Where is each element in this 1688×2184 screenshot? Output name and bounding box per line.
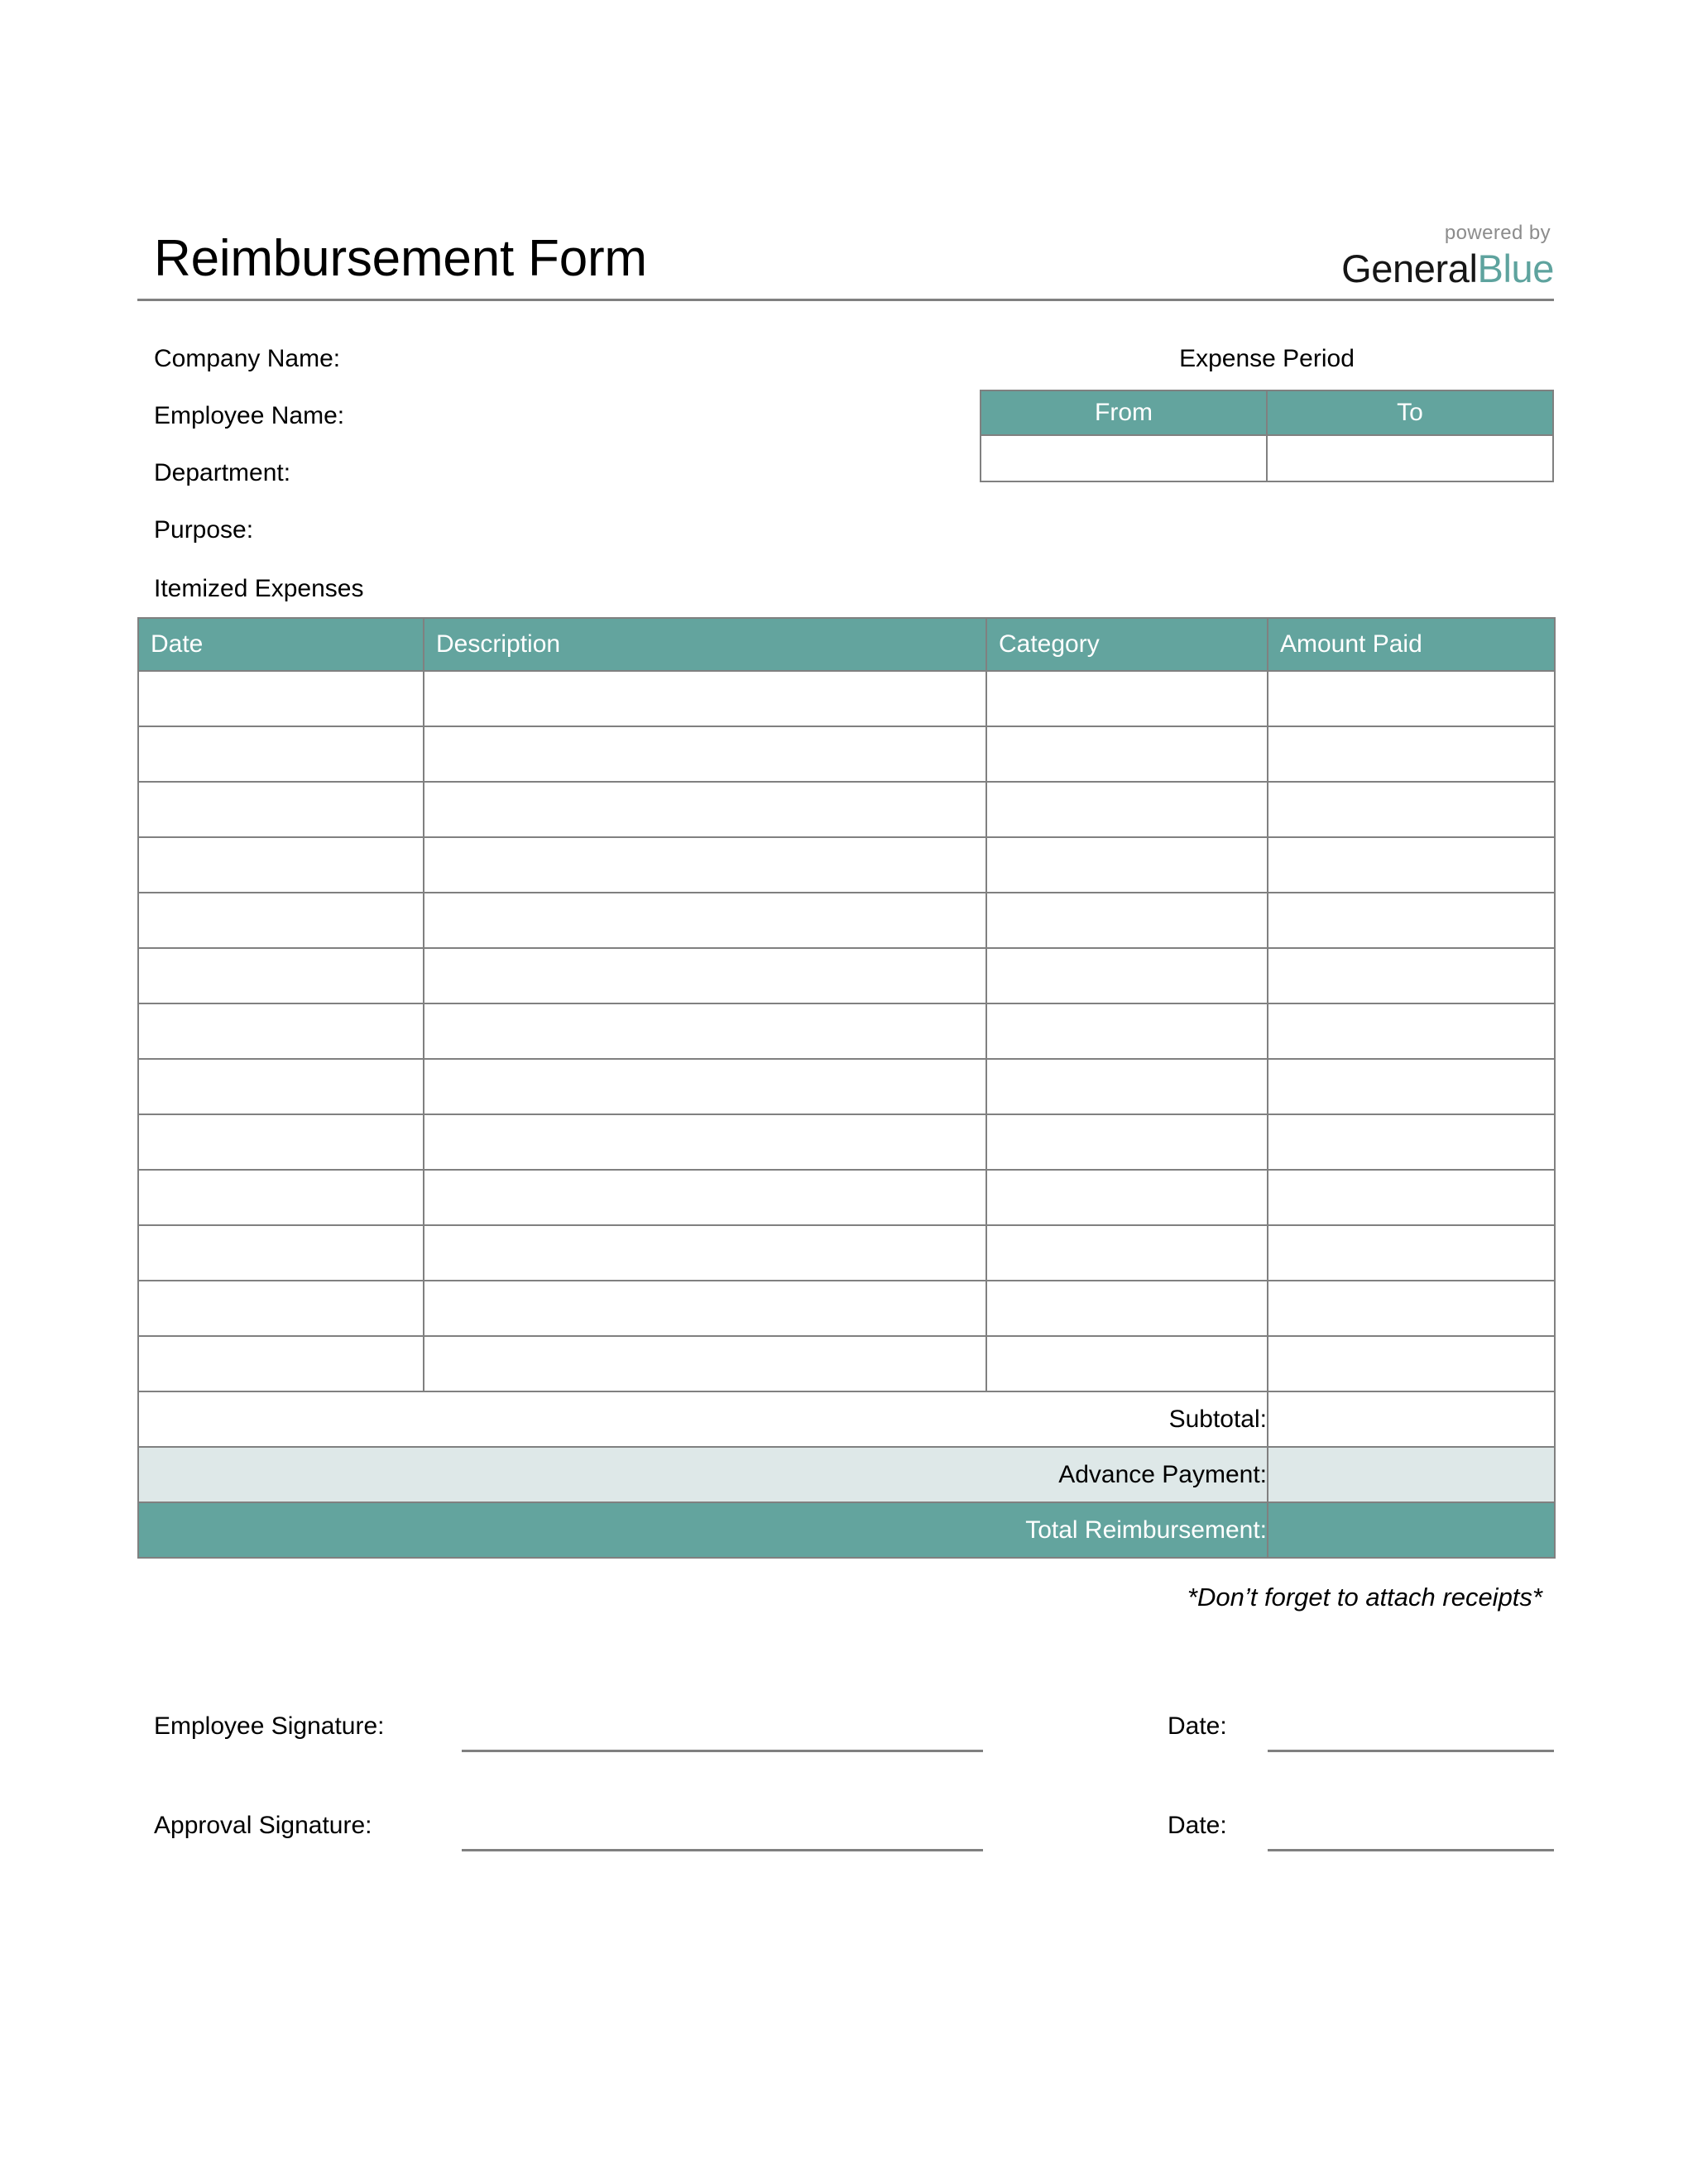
cell-amount-paid[interactable] bbox=[1268, 1225, 1555, 1281]
signature-section bbox=[137, 1714, 1554, 1913]
table-row bbox=[138, 726, 1555, 782]
table-row bbox=[138, 782, 1555, 837]
summary-row-advance-payment bbox=[138, 1447, 1555, 1502]
label-employee-date: Date: bbox=[1168, 1712, 1227, 1740]
table-row bbox=[138, 1225, 1555, 1281]
employee-date-line[interactable] bbox=[1268, 1750, 1554, 1752]
brand-logo bbox=[1341, 223, 1554, 288]
expense-period-header-row bbox=[981, 390, 1553, 435]
label-purpose: Purpose: bbox=[154, 516, 254, 544]
approval-date-line[interactable] bbox=[1268, 1849, 1554, 1851]
summary-label-total-reimbursement: Total Reimbursement: bbox=[138, 1502, 1268, 1558]
cell-category[interactable] bbox=[986, 1114, 1268, 1170]
cell-amount-paid[interactable] bbox=[1268, 1170, 1555, 1225]
expense-period-to-input[interactable] bbox=[1267, 435, 1553, 481]
summary-row-total-reimbursement bbox=[138, 1502, 1555, 1558]
summary-label-advance-payment: Advance Payment: bbox=[138, 1447, 1268, 1502]
info-label-list bbox=[154, 347, 344, 575]
itemized-expenses-caption: Itemized Expenses bbox=[154, 575, 364, 602]
cell-description[interactable] bbox=[424, 948, 986, 1003]
cell-description[interactable] bbox=[424, 1281, 986, 1336]
cell-description[interactable] bbox=[424, 1225, 986, 1281]
label-employee-signature: Employee Signature: bbox=[154, 1712, 385, 1740]
cell-amount-paid[interactable] bbox=[1268, 1003, 1555, 1059]
cell-amount-paid[interactable] bbox=[1268, 1281, 1555, 1336]
cell-category[interactable] bbox=[986, 782, 1268, 837]
cell-date[interactable] bbox=[138, 948, 424, 1003]
cell-date[interactable] bbox=[138, 1059, 424, 1114]
cell-category[interactable] bbox=[986, 671, 1268, 726]
cell-description[interactable] bbox=[424, 1336, 986, 1391]
cell-category[interactable] bbox=[986, 1170, 1268, 1225]
cell-description[interactable] bbox=[424, 1059, 986, 1114]
expense-period-title: Expense Period bbox=[1179, 345, 1355, 372]
brand-name-general: General bbox=[1341, 247, 1478, 290]
itemized-expenses-table bbox=[137, 617, 1556, 1559]
table-row bbox=[138, 1170, 1555, 1225]
cell-category[interactable] bbox=[986, 893, 1268, 948]
cell-date[interactable] bbox=[138, 671, 424, 726]
cell-date[interactable] bbox=[138, 893, 424, 948]
summary-row-subtotal bbox=[138, 1391, 1555, 1447]
cell-description[interactable] bbox=[424, 1003, 986, 1059]
powered-by-label: powered by bbox=[1444, 222, 1551, 244]
table-row bbox=[138, 893, 1555, 948]
brand-name-blue: Blue bbox=[1477, 247, 1554, 290]
cell-category[interactable] bbox=[986, 1225, 1268, 1281]
column-header-amount-paid: Amount Paid bbox=[1268, 618, 1555, 671]
cell-date[interactable] bbox=[138, 1003, 424, 1059]
expense-period-block bbox=[980, 347, 1554, 482]
table-row bbox=[138, 837, 1555, 893]
cell-category[interactable] bbox=[986, 1336, 1268, 1391]
cell-date[interactable] bbox=[138, 1114, 424, 1170]
cell-description[interactable] bbox=[424, 893, 986, 948]
cell-category[interactable] bbox=[986, 837, 1268, 893]
expense-period-col-from: From bbox=[981, 390, 1267, 435]
cell-amount-paid[interactable] bbox=[1268, 1114, 1555, 1170]
cell-amount-paid[interactable] bbox=[1268, 1059, 1555, 1114]
table-row bbox=[138, 1281, 1555, 1336]
signature-row-approval bbox=[137, 1813, 1554, 1913]
cell-date[interactable] bbox=[138, 1281, 424, 1336]
cell-date[interactable] bbox=[138, 1336, 424, 1391]
cell-date[interactable] bbox=[138, 1170, 424, 1225]
itemized-summary-body bbox=[138, 1391, 1555, 1558]
cell-category[interactable] bbox=[986, 1059, 1268, 1114]
cell-description[interactable] bbox=[424, 782, 986, 837]
column-header-description: Description bbox=[424, 618, 986, 671]
cell-description[interactable] bbox=[424, 837, 986, 893]
expense-period-col-to: To bbox=[1267, 390, 1553, 435]
label-company-name: Company Name: bbox=[154, 345, 341, 372]
label-approval-signature: Approval Signature: bbox=[154, 1812, 372, 1839]
form-header bbox=[137, 190, 1554, 290]
approval-signature-line[interactable] bbox=[462, 1849, 983, 1851]
table-row bbox=[138, 948, 1555, 1003]
cell-description[interactable] bbox=[424, 671, 986, 726]
employee-signature-line[interactable] bbox=[462, 1750, 983, 1752]
cell-date[interactable] bbox=[138, 1225, 424, 1281]
cell-amount-paid[interactable] bbox=[1268, 726, 1555, 782]
expense-period-value-row bbox=[981, 435, 1553, 481]
column-header-date: Date bbox=[138, 618, 424, 671]
table-row bbox=[138, 1059, 1555, 1114]
table-row bbox=[138, 671, 1555, 726]
label-employee-name: Employee Name: bbox=[154, 402, 345, 429]
expense-period-from-input[interactable] bbox=[981, 435, 1267, 481]
summary-value-total-reimbursement[interactable] bbox=[1268, 1502, 1555, 1558]
cell-category[interactable] bbox=[986, 1003, 1268, 1059]
receipts-reminder-note: *Don’t forget to attach receipts* bbox=[1187, 1583, 1542, 1612]
cell-amount-paid[interactable] bbox=[1268, 893, 1555, 948]
cell-category[interactable] bbox=[986, 948, 1268, 1003]
cell-description[interactable] bbox=[424, 1170, 986, 1225]
expense-period-table bbox=[980, 390, 1554, 482]
brand-name bbox=[1341, 247, 1554, 290]
header-divider bbox=[137, 299, 1554, 301]
summary-label-subtotal: Subtotal: bbox=[138, 1391, 1268, 1447]
cell-amount-paid[interactable] bbox=[1268, 782, 1555, 837]
itemized-rows-body bbox=[138, 671, 1555, 1391]
cell-date[interactable] bbox=[138, 726, 424, 782]
summary-value-advance-payment[interactable] bbox=[1268, 1447, 1555, 1502]
cell-amount-paid[interactable] bbox=[1268, 837, 1555, 893]
cell-description[interactable] bbox=[424, 1114, 986, 1170]
table-row bbox=[138, 1336, 1555, 1391]
cell-amount-paid[interactable] bbox=[1268, 948, 1555, 1003]
itemized-header-row bbox=[138, 618, 1555, 671]
cell-date[interactable] bbox=[138, 782, 424, 837]
label-approval-date: Date: bbox=[1168, 1812, 1227, 1839]
table-row bbox=[138, 1003, 1555, 1059]
cell-category[interactable] bbox=[986, 726, 1268, 782]
cell-amount-paid[interactable] bbox=[1268, 1336, 1555, 1391]
form-info-section bbox=[137, 347, 1554, 562]
page-title: Reimbursement Form bbox=[154, 230, 647, 287]
column-header-category: Category bbox=[986, 618, 1268, 671]
signature-row-employee bbox=[137, 1714, 1554, 1813]
cell-date[interactable] bbox=[138, 837, 424, 893]
cell-amount-paid[interactable] bbox=[1268, 671, 1555, 726]
label-department: Department: bbox=[154, 459, 291, 486]
table-row bbox=[138, 1114, 1555, 1170]
cell-category[interactable] bbox=[986, 1281, 1268, 1336]
form-content bbox=[137, 0, 1554, 1913]
summary-value-subtotal[interactable] bbox=[1268, 1391, 1555, 1447]
cell-description[interactable] bbox=[424, 726, 986, 782]
